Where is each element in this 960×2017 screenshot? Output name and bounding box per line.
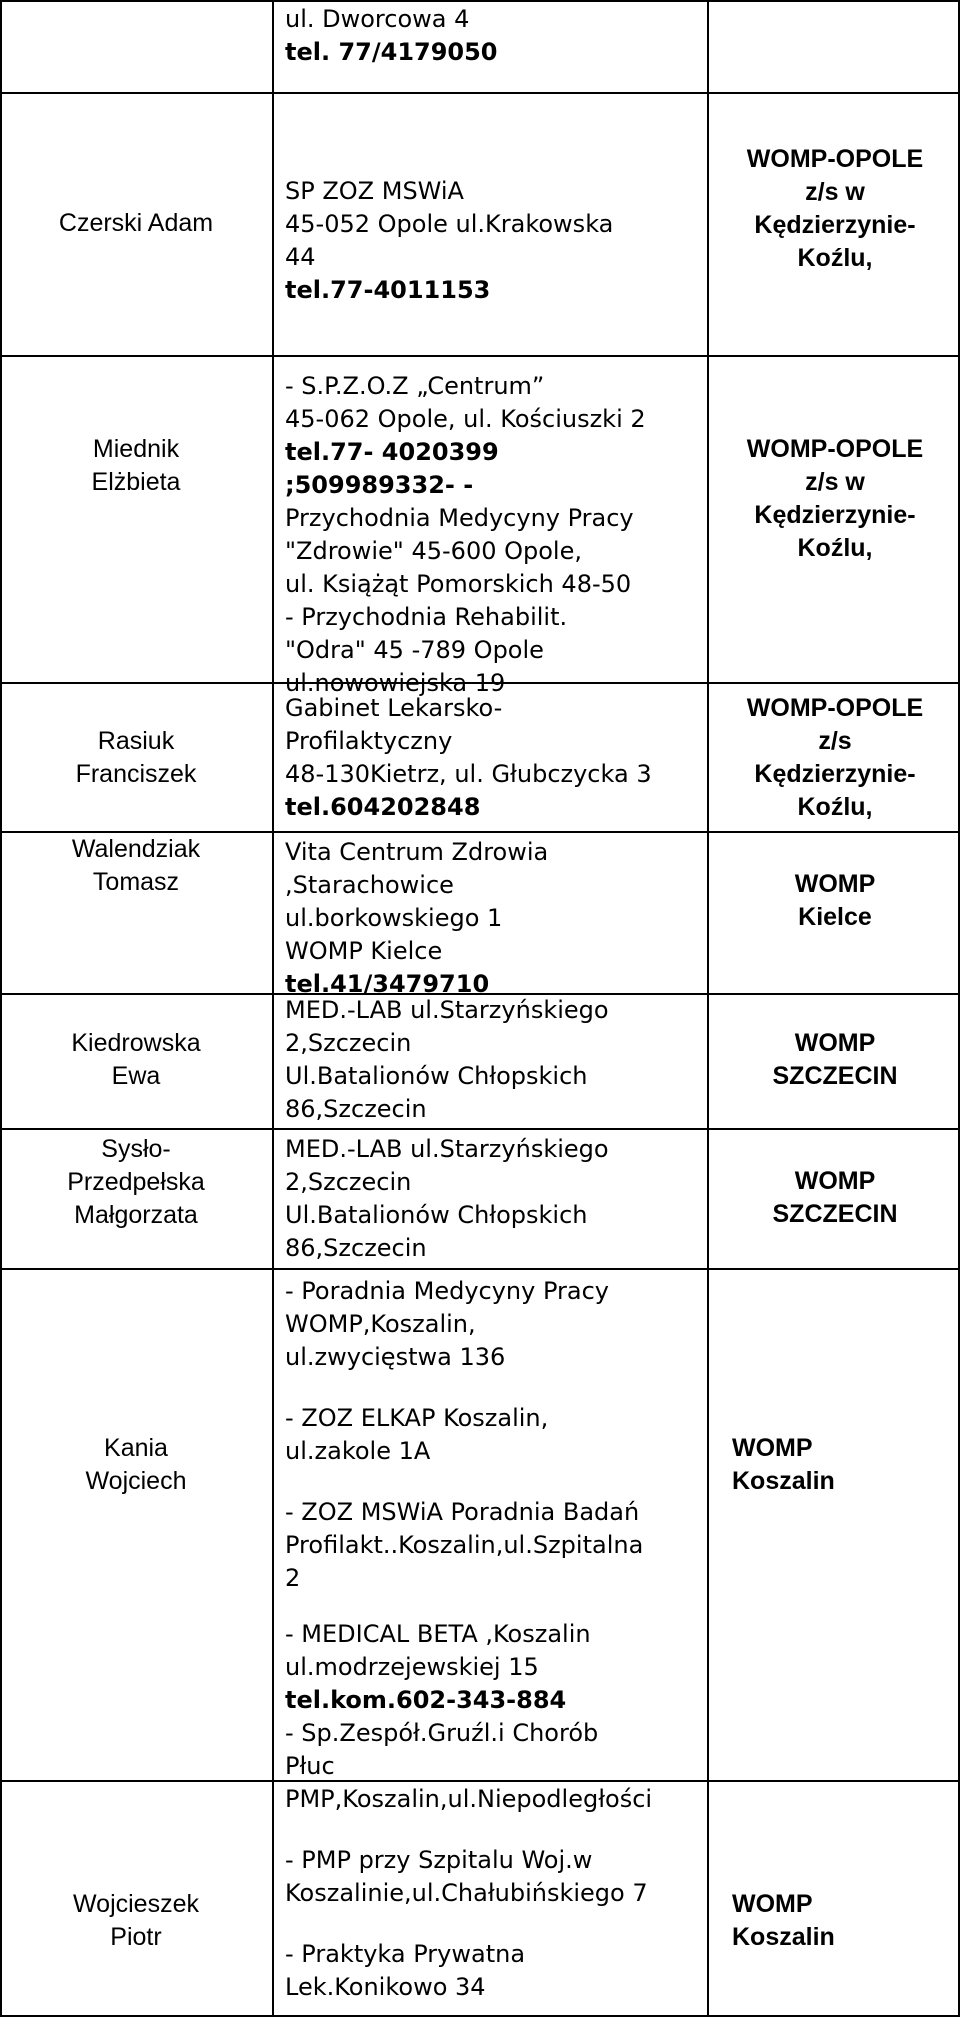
address-cell xyxy=(285,1618,705,2004)
address-line xyxy=(285,1468,705,1496)
address-line: SP ZOZ MSWiA xyxy=(285,177,464,205)
address-line: ul.modrzejewskiej 15 xyxy=(285,1653,539,1681)
row-divider xyxy=(0,0,960,2)
womp-line: SZCZECIN xyxy=(772,1062,898,1090)
womp-line: WOMP xyxy=(794,870,876,898)
address-line: ul.zakole 1A xyxy=(285,1437,431,1465)
womp-cell xyxy=(712,143,958,275)
doctor-name: Rasiuk xyxy=(97,727,175,755)
address-line: ul. Dworcowa 4 xyxy=(285,5,470,33)
womp-cell xyxy=(712,868,958,934)
address-line: - PMP przy Szpitalu Woj.w xyxy=(285,1846,593,1874)
doctor-name: Ewa xyxy=(111,1062,161,1090)
row-divider xyxy=(0,1268,960,1270)
address-line: WOMP,Koszalin, xyxy=(285,1310,476,1338)
doctor-name-cell xyxy=(3,1432,269,1498)
doctor-name: Wojcieszek xyxy=(73,1890,199,1918)
womp-line: Koźlu, xyxy=(797,793,873,821)
address-line: Przychodnia Medycyny Pracy xyxy=(285,504,634,532)
address-line: "Odra" 45 -789 Opole xyxy=(285,636,544,664)
address-line: 44 xyxy=(285,243,316,271)
address-line: 45-062 Opole, ul. Kościuszki 2 xyxy=(285,405,646,433)
womp-line: Kędzierzynie- xyxy=(754,501,916,529)
address-cell xyxy=(285,994,705,1126)
address-phone: tel.77-4011153 xyxy=(285,276,491,304)
address-line: "Zdrowie" 45-600 Opole, xyxy=(285,537,582,565)
address-line: ul.zwycięstwa 136 xyxy=(285,1343,506,1371)
womp-cell xyxy=(712,1027,958,1093)
doctor-name: Wojciech xyxy=(85,1467,187,1495)
womp-line: WOMP xyxy=(732,1890,813,1918)
row-divider xyxy=(0,1128,960,1130)
womp-cell xyxy=(712,1888,958,1954)
address-line: Profilaktyczny xyxy=(285,727,453,755)
doctor-name-cell xyxy=(3,1888,269,1954)
row-divider xyxy=(0,92,960,94)
womp-cell xyxy=(712,433,958,565)
table-column-divider xyxy=(272,0,274,2017)
address-line: ul. Książąt Pomorskich 48-50 xyxy=(285,570,632,598)
address-line: 45-052 Opole ul.Krakowska xyxy=(285,210,614,238)
address-line: 2 xyxy=(285,1564,301,1592)
womp-line: Kędzierzynie- xyxy=(754,760,916,788)
address-cell xyxy=(285,370,705,700)
address-line xyxy=(285,1910,705,1938)
womp-cell xyxy=(712,692,958,824)
address-line: Ul.Batalionów Chłopskich xyxy=(285,1201,588,1229)
address-line: 48-130Kietrz, ul. Głubczycka 3 xyxy=(285,760,652,788)
address-line: - Praktyka Prywatna xyxy=(285,1940,526,1968)
doctor-name: Sysło- xyxy=(101,1135,171,1163)
doctor-name-cell xyxy=(3,1027,269,1093)
womp-line: Koszalin xyxy=(732,1923,835,1951)
address-cell xyxy=(285,1133,705,1265)
address-line: 2,Szczecin xyxy=(285,1168,412,1196)
address-line: - Przychodnia Rehabilit. xyxy=(285,603,568,631)
womp-line: Koźlu, xyxy=(797,534,873,562)
address-line: Koszalinie,ul.Chałubińskiego 7 xyxy=(285,1879,648,1907)
address-phone: tel.41/3479710 xyxy=(285,970,490,998)
address-line: - ZOZ ELKAP Koszalin, xyxy=(285,1404,549,1432)
womp-line: WOMP-OPOLE xyxy=(746,435,924,463)
doctor-name: Kiedrowska xyxy=(71,1029,201,1057)
address-line: Vita Centrum Zdrowia xyxy=(285,838,549,866)
address-line: 2,Szczecin xyxy=(285,1029,412,1057)
doctor-name: Małgorzata xyxy=(74,1201,198,1229)
womp-line: SZCZECIN xyxy=(772,1200,898,1228)
address-line: MED.-LAB ul.Starzyńskiego xyxy=(285,1135,609,1163)
doctor-name-cell xyxy=(3,833,269,899)
womp-line: z/s w xyxy=(805,468,865,496)
doctor-name: Kania xyxy=(104,1434,168,1462)
address-line: - MEDICAL BETA ,Koszalin xyxy=(285,1620,591,1648)
address-line: Profilakt..Koszalin,ul.Szpitalna xyxy=(285,1531,644,1559)
womp-line: WOMP-OPOLE xyxy=(746,145,924,173)
address-cell xyxy=(285,3,705,69)
address-line: Gabinet Lekarsko- xyxy=(285,694,503,722)
address-line: - ZOZ MSWiA Poradnia Badań xyxy=(285,1498,640,1526)
address-phone: ;509989332- - xyxy=(285,471,474,499)
doctor-name: Elżbieta xyxy=(91,468,181,496)
address-line xyxy=(285,1816,705,1844)
address-line: WOMP Kielce xyxy=(285,937,443,965)
womp-line: z/s w xyxy=(805,178,865,206)
address-cell xyxy=(285,1275,705,1595)
address-line: - Poradnia Medycyny Pracy xyxy=(285,1277,609,1305)
address-line: Lek.Konikowo 34 xyxy=(285,1973,486,2001)
address-line: ul.borkowskiego 1 xyxy=(285,904,503,932)
address-line: ul.nowowiejska 19 xyxy=(285,669,506,697)
womp-line: WOMP xyxy=(794,1029,876,1057)
address-line: Ul.Batalionów Chłopskich xyxy=(285,1062,588,1090)
womp-line: WOMP-OPOLE xyxy=(746,694,924,722)
address-line: Płuc xyxy=(285,1752,335,1780)
table-column-divider xyxy=(707,0,709,2017)
doctor-name-cell xyxy=(3,433,269,499)
womp-cell xyxy=(712,1165,958,1231)
doctor-name: Czerski Adam xyxy=(58,209,214,237)
address-cell xyxy=(285,175,705,307)
doctor-name: Walendziak xyxy=(71,835,201,863)
row-divider xyxy=(0,355,960,357)
doctor-name: Miednik xyxy=(92,435,180,463)
womp-line: Kielce xyxy=(798,903,872,931)
address-line: MED.-LAB ul.Starzyńskiego xyxy=(285,996,609,1024)
address-line: - Sp.Zespół.Gruźl.i Chorób xyxy=(285,1719,599,1747)
address-line: ,Starachowice xyxy=(285,871,454,899)
address-line xyxy=(285,1374,705,1402)
address-line: 86,Szczecin xyxy=(285,1095,427,1123)
address-line: PMP,Koszalin,ul.Niepodległości xyxy=(285,1785,653,1813)
womp-line: WOMP xyxy=(732,1434,813,1462)
womp-line: Koźlu, xyxy=(797,244,873,272)
address-cell xyxy=(285,836,705,1001)
womp-line: WOMP xyxy=(794,1167,876,1195)
womp-cell xyxy=(712,1432,958,1498)
doctor-name: Piotr xyxy=(110,1923,162,1951)
doctor-name: Przedpełska xyxy=(67,1168,205,1196)
address-phone: tel.77- 4020399 xyxy=(285,438,499,466)
womp-line: Kędzierzynie- xyxy=(754,211,916,239)
address-line: 86,Szczecin xyxy=(285,1234,427,1262)
doctor-name-cell xyxy=(3,1133,269,1232)
table-border-left xyxy=(0,0,2,2017)
doctor-name: Franciszek xyxy=(75,760,197,788)
doctor-name-cell xyxy=(3,725,269,791)
address-phone: tel.kom.602-343-884 xyxy=(285,1686,567,1714)
address-cell xyxy=(285,692,705,824)
doctor-name-cell xyxy=(3,207,269,240)
womp-line: z/s xyxy=(818,727,852,755)
address-phone: tel.604202848 xyxy=(285,793,481,821)
address-line: - S.P.Z.O.Z „Centrum” xyxy=(285,372,545,400)
womp-line: Koszalin xyxy=(732,1467,835,1495)
doctor-name: Tomasz xyxy=(92,868,180,896)
address-phone: tel. 77/4179050 xyxy=(285,38,498,66)
